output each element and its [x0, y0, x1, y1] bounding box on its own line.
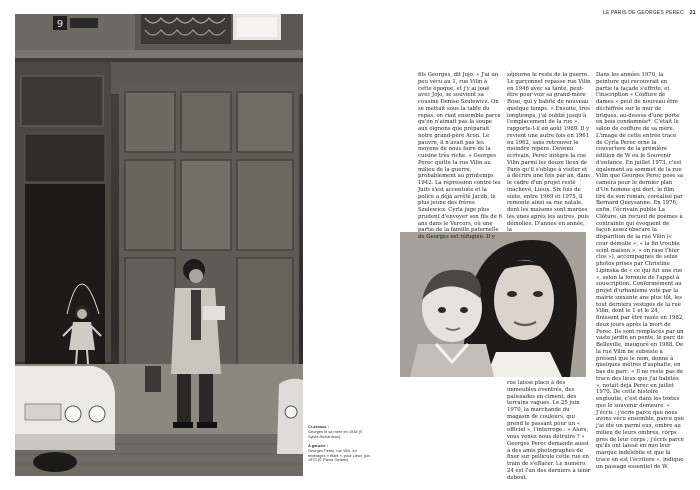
column-2-continued-text: rue laisse place à des immeubles éventrés, des palissades en ciment, des terrains vagues. Le 25 juin 1970, la marchande du magasin de couleurs, qui prend le passant pour un « officiel », l'interroge : « Alors, vous venez nous détruire ? » Georges Perec demande aussi à des amis photographes de fixer sur pellicule cette rue en train de s'effacer. Le numéro 24 est l'un des derniers à tenir debout.	[507, 380, 591, 481]
text-column-2	[507, 72, 591, 234]
wall-fixture	[145, 366, 161, 392]
street-number: 9	[56, 19, 64, 30]
caption-street-label: À gauche :	[308, 442, 328, 448]
portrait-photo	[400, 232, 586, 377]
caption-portrait	[308, 425, 372, 440]
portrait-illustration	[400, 232, 586, 377]
caption-portrait-text: Georges et sa mère en 1938 (© Sylvia Richardson)	[308, 428, 363, 439]
text-column-2-continued	[507, 380, 591, 481]
caption-street	[308, 444, 372, 464]
parked-car-right	[277, 379, 303, 454]
text-column-1	[418, 72, 502, 241]
caption-street-text: Georges Perec, rue Vilin, en repérages « étant », pour Lieux, juin 1970 (© Pierre Getzler)	[308, 447, 371, 463]
column-1-text: fils Georges, dit Jojo. « J'ai un peu vécu au 1, rue Vilin à cette époque, et j'y ai joué avec Jojo, se souvient sa cousine Denise Szulewicz. On se mettait sous la table du repas, on riait ensemble parce qu'on n'aimait pas la soupe aux oignons que préparait notre grand-père Aron. Le pauvre, il n'avait pas les moyens de nous faire de la cuisine très riche. » Georges Perec quitte la rue Vilin au milieu de la guerre, probablement au printemps 1942. La répression contre les Juifs s'est accentuée et la police a déjà arrêté Jacob, le plus jeune des frères Szulewicz. Cyrla juge plus prudent d'envoyer son fils de 6 ans dans le Vercors, où une partie de la famille paternelle de Georges est réfugiée. Il y	[418, 72, 502, 240]
street-photo	[15, 14, 303, 476]
column-2-text: séjourne le reste de la guerre. Le garçonnet repasse rue Vilin en 1946 avec sa tante, peut-être pour voir sa grand-mère Rose, qui y habite de nouveau quelque temps. « Ensuite, très longtemps, j'ai oublié jusqu'à l'emplacement de la rue », rapporte-t-il en août 1969. Il y revient une autre fois en 1961 ou 1962, sans retrouver le moindre repère. Devenu écrivain, Perec intègre la rue Vilin parmi les douze lieux de Paris qu'il s'oblige à visiter et à décrire une fois par an, dans le cadre d'un projet resté inachevé, Lieux. Six fois de suite, entre 1969 et 1975, il remonte ainsi sa rue natale, dont les maisons sont murées les unes après les autres, puis démolies. D'année en année, la	[507, 72, 591, 234]
text-column-3	[596, 72, 684, 470]
street-photo-illustration	[15, 14, 303, 476]
balcony-grille	[141, 14, 231, 44]
page-number: 21	[689, 10, 696, 16]
caption-portrait-label: Ci-dessus :	[308, 424, 329, 429]
running-header-title: LE PARIS DE GEORGES PEREC	[603, 10, 684, 16]
running-header	[603, 10, 696, 16]
photo-captions	[308, 425, 372, 467]
column-3-text: Dans les années 1970, la peinture qui recouvrait en partie la façade s'effrite, et l'inscription « Coiffure de dames » peut de nouveau être déchiffrée sur le mur de briques, au-dessus d'une porte en bois condamnée*. C'était le salon de coiffure de sa mère. L'image de cette entrée trace de Cyrla Perec orne la couverture de la première édition de W ou le Souvenir d'enfance. En juillet 1973, c'est également au sommet de la rue Vilin que Georges Perec pose sa caméra pour le dernier plan d'Un homme qui dort, le film tiré de son roman, coréalisé par Bernard Queysanne. En 1976, enfin, l'écrivain publie La Clôture, un recueil de poèmes à contrainte qui évoquent de façon assez obscure la disparition de la rue Vilin (« cour démolie », « la fin trouble scint maison », « on rase l'hier clos »), accompagnés de seize photos prises par Christine Lipinska de « ce qui fut une rue », selon la formule de l'appel à souscription. Conformément au projet d'urbanisme voté par la mairie soixante ans plus tôt, les tout derniers vestiges de la rue Vilin, dont le 1 et le 24, finissent par être rasés en 1982, deux jours après la mort de Perec. Ils sont remplacés par un vaste jardin en pente, le parc de Belleville, inauguré en 1988. De la rue Vilin ne subsiste à présent que le nom, donné à quelques mètres d'asphalte, en bas du parc. « Il ne reste pas de trace des lieux que j'ai habités », notait déjà Perec en juillet 1970. De cette histoire engloutie, c'est dans les textes que le souvenir demeure. « J'écris : j'écris parce que nous avons vécu ensemble, parce que j'ai été un parmi eux, ombre au milieu de leurs ombres, corps près de leur corps ; j'écris parce qu'ils ont laissé en moi leur marque indélébile et que la trace en est l'écriture », indique un passage essentiel de W.	[596, 72, 684, 470]
